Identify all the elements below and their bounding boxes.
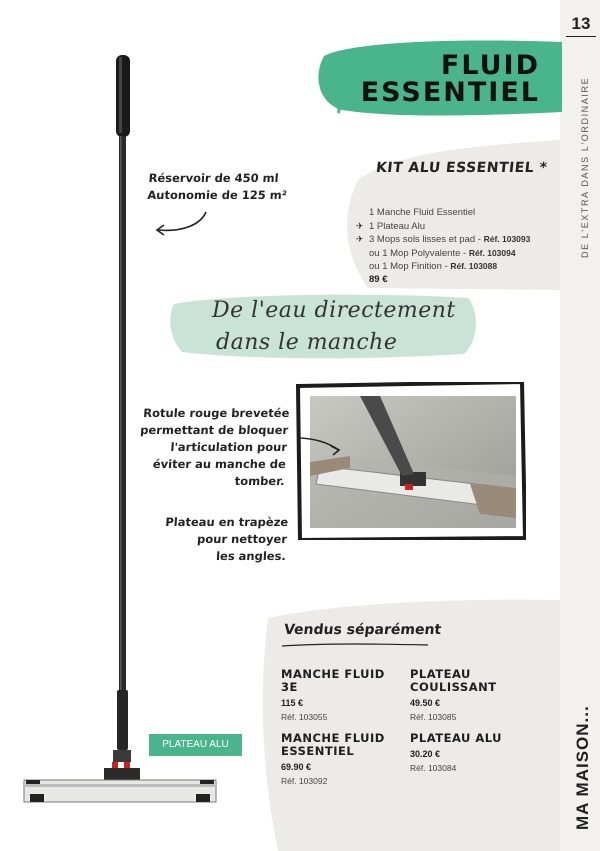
section-title-text: MA MAISON... — [573, 705, 592, 830]
rotule-line: tomber. — [234, 474, 286, 488]
plateau-line: Plateau en trapèze — [164, 515, 289, 529]
kit-item-text: 1 Plateau Alu — [369, 220, 425, 232]
product-price: 69.90 € — [281, 762, 312, 772]
product-manche-fluid-essentiel — [281, 732, 406, 786]
product-name: PLATEAU COULISSANT — [410, 667, 497, 694]
section-title — [563, 680, 597, 830]
kit-item — [356, 206, 530, 220]
plane-icon: ✈ — [356, 234, 364, 244]
rotule-line: éviter au manche de — [152, 457, 287, 471]
kit-item-ref: Réf. 103093 — [483, 234, 531, 244]
side-tagline — [563, 68, 597, 258]
vendus-underline — [280, 642, 430, 648]
plateau-line: pour nettoyer — [196, 532, 288, 546]
product-photo — [310, 396, 516, 528]
kit-item-text: ou 1 Mop Finition - — [369, 261, 451, 272]
plane-icon: ✈ — [356, 220, 364, 231]
rotule-line: l'articulation pour — [169, 440, 288, 454]
title-line-1: FLUID — [440, 50, 540, 81]
product-ref: Réf. 103085 — [410, 712, 457, 722]
rotule-line: Rotule rouge brevetée — [142, 406, 290, 420]
kit-item — [356, 233, 530, 247]
reservoir-line-2: Autonomie de 125 m² — [146, 188, 288, 202]
kit-item-ref: Réf. 103094 — [468, 247, 516, 258]
side-tagline-text: DE L'EXTRA DANS L'ORDINAIRE — [580, 76, 590, 258]
kit-item — [356, 247, 530, 261]
product-price: 115 € — [281, 698, 304, 708]
banner-line-2: dans le manche — [216, 330, 398, 355]
arrow-icon — [293, 434, 343, 456]
plateau-line: les angles. — [215, 549, 287, 563]
reservoir-line-1: Réservoir de 450 ml — [148, 171, 280, 185]
kit-price: 89 € — [369, 273, 388, 285]
kit-item-ref: Réf. 103088 — [450, 261, 498, 271]
product-name: PLATEAU ALU — [410, 731, 503, 745]
kit-item-text: ou 1 Mop Polyvalente - — [369, 247, 469, 259]
product-name: MANCHE FLUID 3E — [281, 667, 385, 694]
kit-price-row — [356, 274, 530, 287]
product-ref: Réf. 103055 — [281, 712, 328, 722]
product-manche-fluid-3e — [281, 668, 401, 722]
title-line-2: ESSENTIEL — [360, 77, 540, 108]
plateau-alu-button[interactable]: PLATEAU ALU — [149, 734, 242, 756]
kit-item — [356, 260, 530, 274]
kit-list — [356, 206, 530, 286]
banner-line-1: De l'eau directement — [212, 298, 456, 323]
kit-item — [356, 220, 530, 234]
product-plateau-coulissant — [410, 668, 560, 722]
kit-title: KIT ALU ESSENTIEL * — [375, 160, 549, 176]
kit-item-text: 3 Mops sols lisses et pad - — [369, 234, 484, 245]
rotule-line: permettant de bloquer — [139, 423, 289, 437]
product-ref: Réf. 103092 — [281, 776, 328, 786]
product-price: 30.20 € — [410, 749, 441, 759]
product-name: MANCHE FLUID ESSENTIEL — [281, 731, 385, 758]
vendus-title: Vendus séparément — [283, 622, 443, 638]
product-price: 49.50 € — [410, 698, 441, 708]
mop-illustration — [0, 0, 260, 851]
kit-item-text: 1 Manche Fluid Essentiel — [369, 207, 476, 218]
page-number: 13 — [566, 14, 596, 37]
product-ref: Réf. 103084 — [410, 763, 457, 773]
product-plateau-alu — [410, 732, 560, 773]
